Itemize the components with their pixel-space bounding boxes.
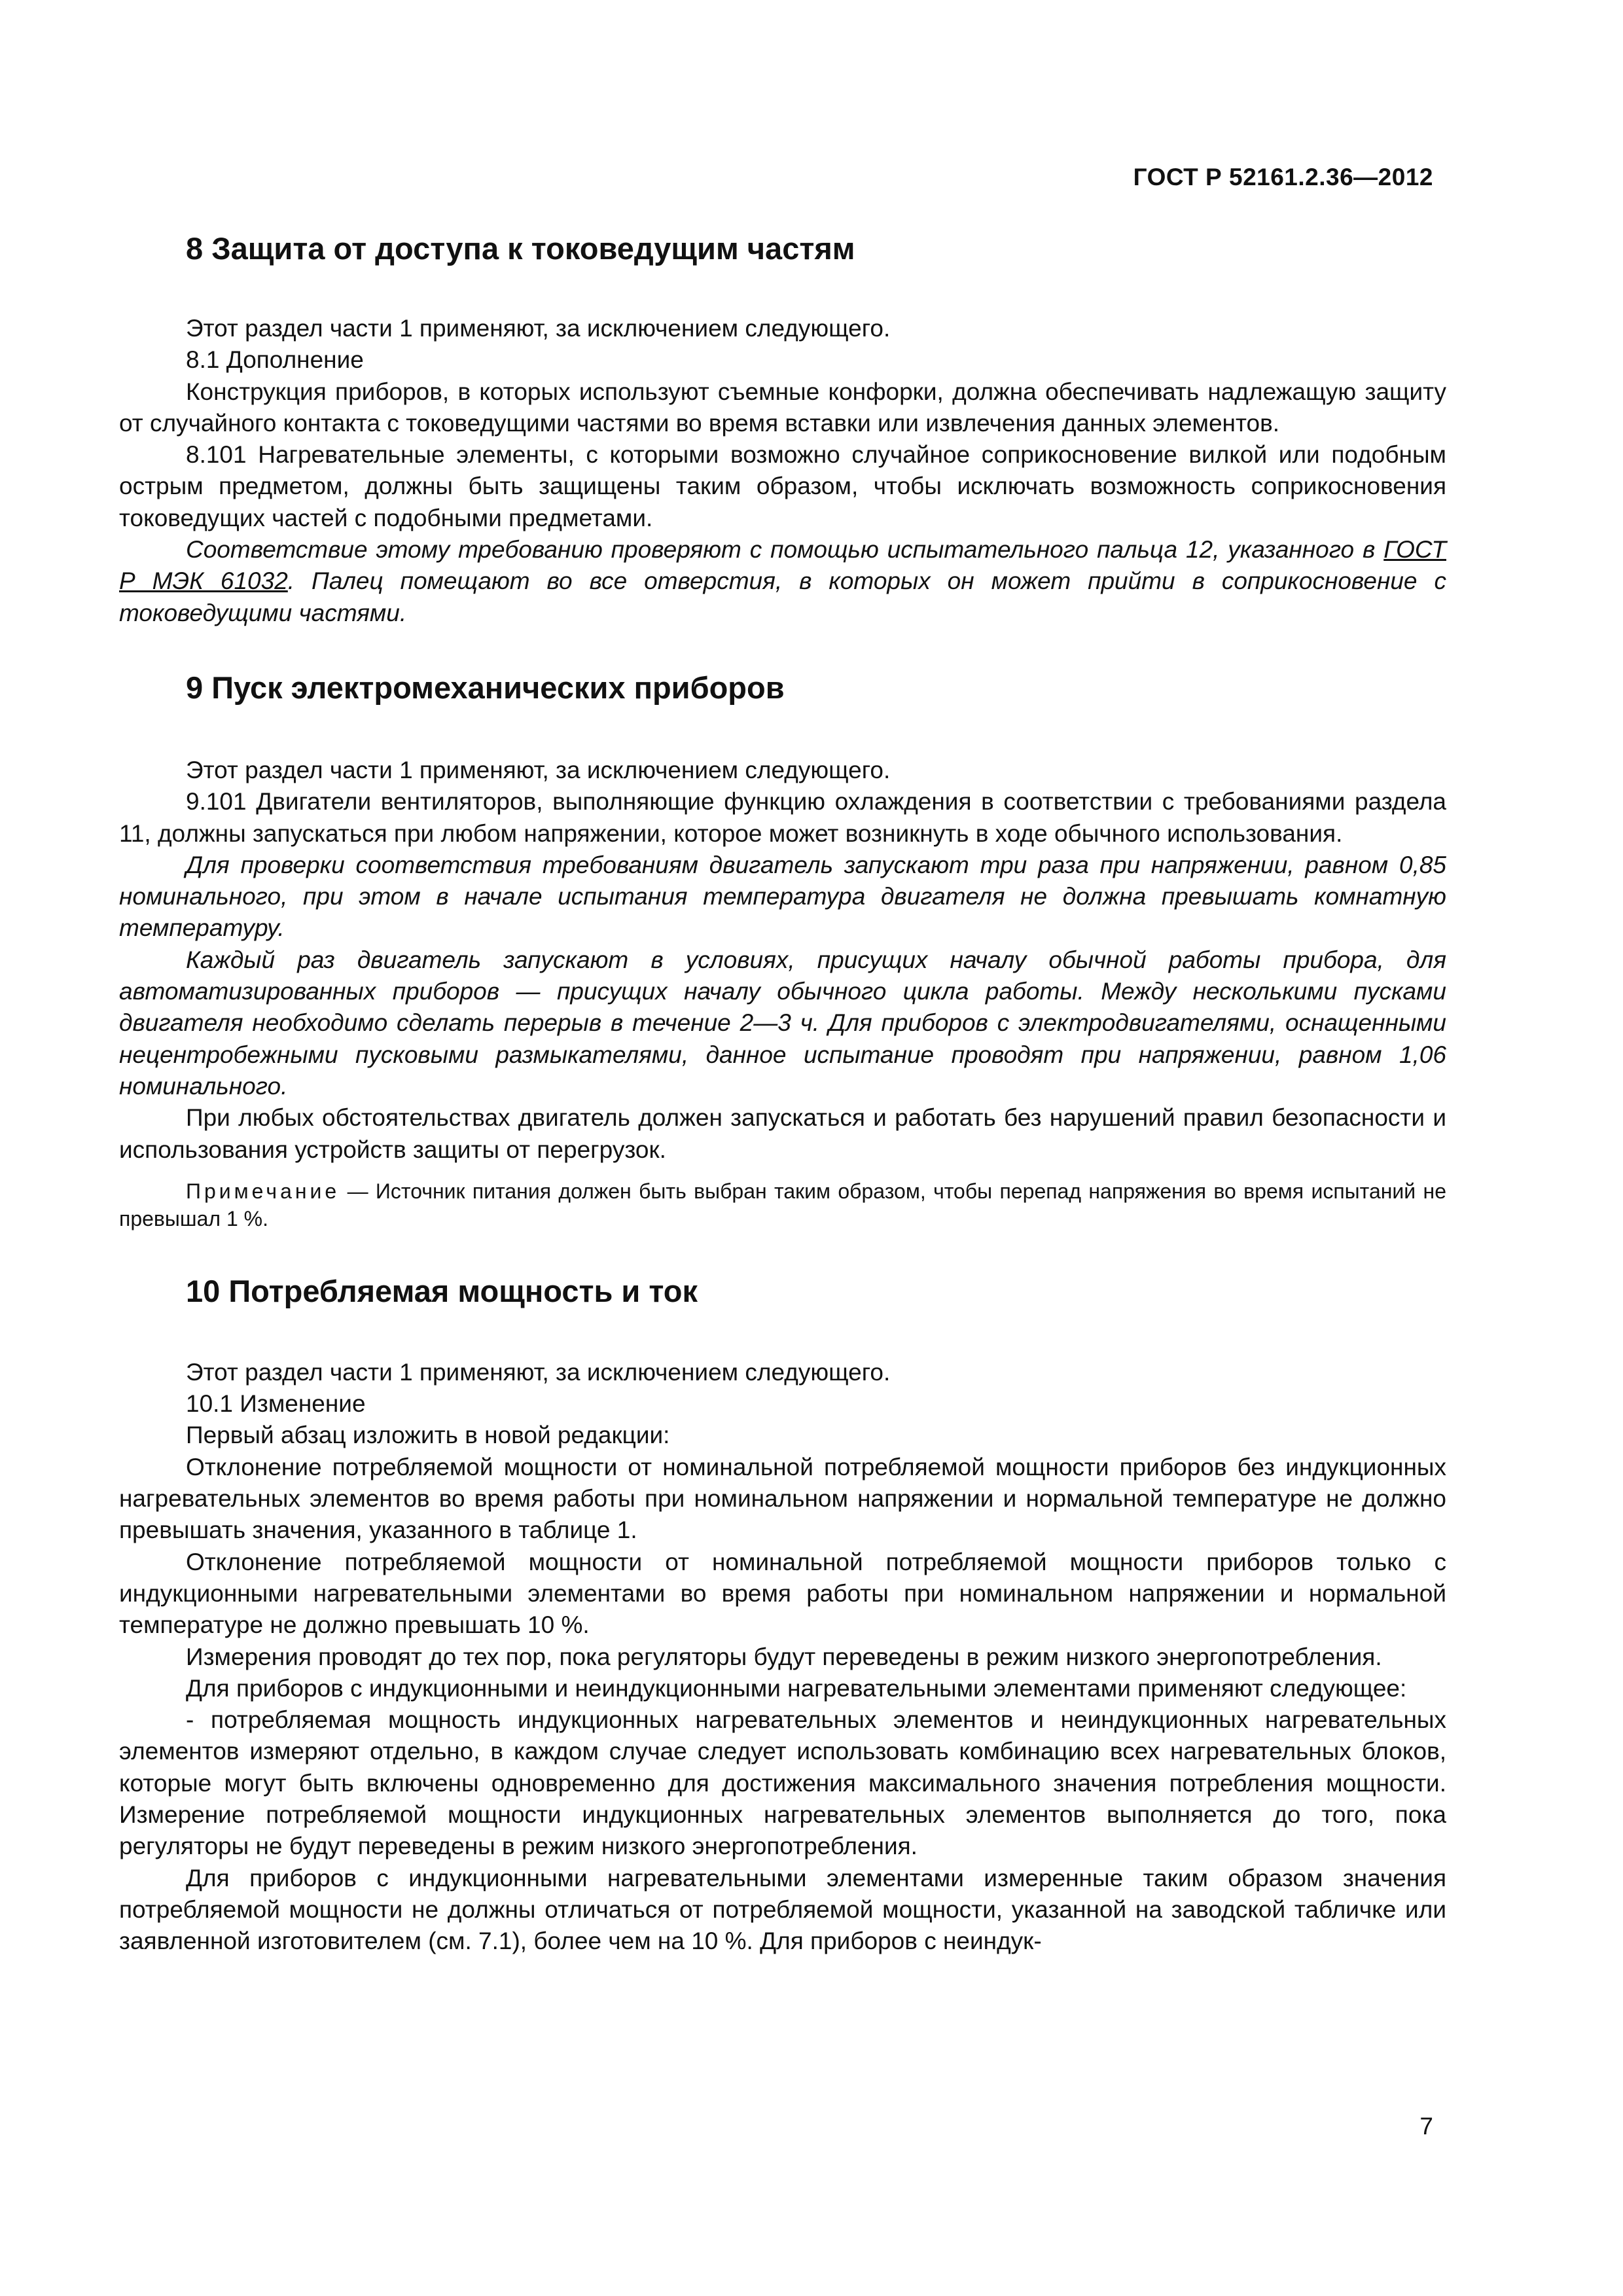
paragraph: Конструкция приборов, в которых используют съемные конфорки, должна обеспечивать надлежащую защиту от случайного контакта с токоведущими частями во время вставки или извлечения данных элементов. <box>119 378 1446 437</box>
paragraph: Для приборов с индукционными нагревательными элементами измеренные таким образом значения потребляемой мощности не должны отличаться от потребляемой мощности, указанной на заводской табличке или заявленной изготовителем (см. 7.1), более чем на 10 %. Для приборов с неиндук- <box>119 1864 1446 1955</box>
paragraph-italic: Каждый раз двигатель запускают в условиях, присущих началу обычной работы прибора, для автоматизированных приборов — присущих началу обычного цикла работы. Между несколькими пусками двигателя необходимо сделать перерыв в течение 2—3 ч. Для приборов с электродвигателями, оснащенными нецентробежными пусковыми размыкателями, данное испытание проводят при напряжении, равном 1,06 номинального. <box>119 946 1446 1100</box>
section-8 <box>119 229 1446 629</box>
paragraph: Этот раздел части 1 применяют, за исключением следующего. <box>186 1358 891 1386</box>
paragraph: При любых обстоятельствах двигатель должен запускаться и работать без нарушений правил безопасности и использования устройств защиты от перегрузок. <box>119 1104 1446 1163</box>
section-8-title: 8 Защита от доступа к токоведущим частям <box>186 231 855 266</box>
document-id-header: ГОСТ Р 52161.2.36—2012 <box>1133 164 1433 190</box>
clause-heading: 8.1 Дополнение <box>186 346 364 374</box>
paragraph: 8.101 Нагревательные элементы, с которыми возможно случайное соприкосновение вилкой или подобным острым предметом, должны быть защищены таким образом, чтобы исключать возможность соприкосновения токоведущих частей с подобными предметами. <box>119 441 1446 531</box>
list-item: - потребляемая мощность индукционных нагревательных элементов и неиндукционных нагревательных элементов измеряют отдельно, в каждом случае следует использовать комбинацию всех нагревательных блоков, которые могут быть включены одновременно для достижения максимального значения потребления мощности. Измерение потребляемой мощности индукционных нагревательных элементов выполняется до того, пока регуляторы не будут переведены в режим низкого энергопотребления. <box>119 1706 1446 1860</box>
text-span: . Палец помещают во все отверстия, в которых он может прийти в соприкосновение с токоведущими частями. <box>119 567 1446 626</box>
note-label: Примечание <box>186 1179 340 1203</box>
section-9 <box>119 668 1446 1232</box>
paragraph: Отклонение потребляемой мощности от номинальной потребляемой мощности приборов без индукционных нагревательных элементов во время работы при номинальном напряжении и нормальной температуре не должно превышать значения, указанного в таблице 1. <box>119 1453 1446 1544</box>
paragraph-italic: Для проверки соответствия требованиям двигатель запускают три раза при напряжении, равном 0,85 номинального, при этом в начале испытания температура двигателя не должна превышать комнатную температуру. <box>119 851 1446 942</box>
paragraph: Этот раздел части 1 применяют, за исключением следующего. <box>186 756 891 783</box>
standard-reference-link[interactable]: ГОСТ Р МЭК 61032 <box>119 536 1446 595</box>
page-content <box>119 229 1446 1957</box>
paragraph: Этот раздел части 1 применяют, за исключением следующего. <box>186 315 891 342</box>
paragraph: Отклонение потребляемой мощности от номинальной потребляемой мощности приборов только с индукционными нагревательными элементами во время работы при номинальном напряжении и нормальной температуре не должно превышать 10 %. <box>119 1548 1446 1639</box>
section-9-title: 9 Пуск электромеханических приборов <box>186 670 785 705</box>
paragraph: Для приборов с индукционными и неиндукционными нагревательными элементами применяют следующее: <box>186 1674 1407 1702</box>
note <box>119 1177 1446 1232</box>
paragraph: Первый абзац изложить в новой редакции: <box>186 1422 670 1449</box>
section-10 <box>119 1272 1446 1958</box>
paragraph-italic <box>119 534 1446 629</box>
paragraph: Измерения проводят до тех пор, пока регуляторы будут переведены в режим низкого энергопотребления. <box>186 1643 1382 1670</box>
clause-heading: 10.1 Изменение <box>186 1390 366 1418</box>
note-text: — Источник питания должен быть выбран таким образом, чтобы перепад напряжения во время испытаний не превышал 1 %. <box>119 1179 1446 1230</box>
paragraph: 9.101 Двигатели вентиляторов, выполняющие функцию охлаждения в соответствии с требованиями раздела 11, должны запускаться при любом напряжении, которое может возникнуть в ходе обычного использования. <box>119 788 1446 847</box>
text-span: Соответствие этому требованию проверяют с помощью испытательного пальца 12, указанного в <box>186 536 1384 564</box>
section-10-title: 10 Потребляемая мощность и ток <box>186 1273 698 1308</box>
page-number: 7 <box>1419 2113 1433 2140</box>
